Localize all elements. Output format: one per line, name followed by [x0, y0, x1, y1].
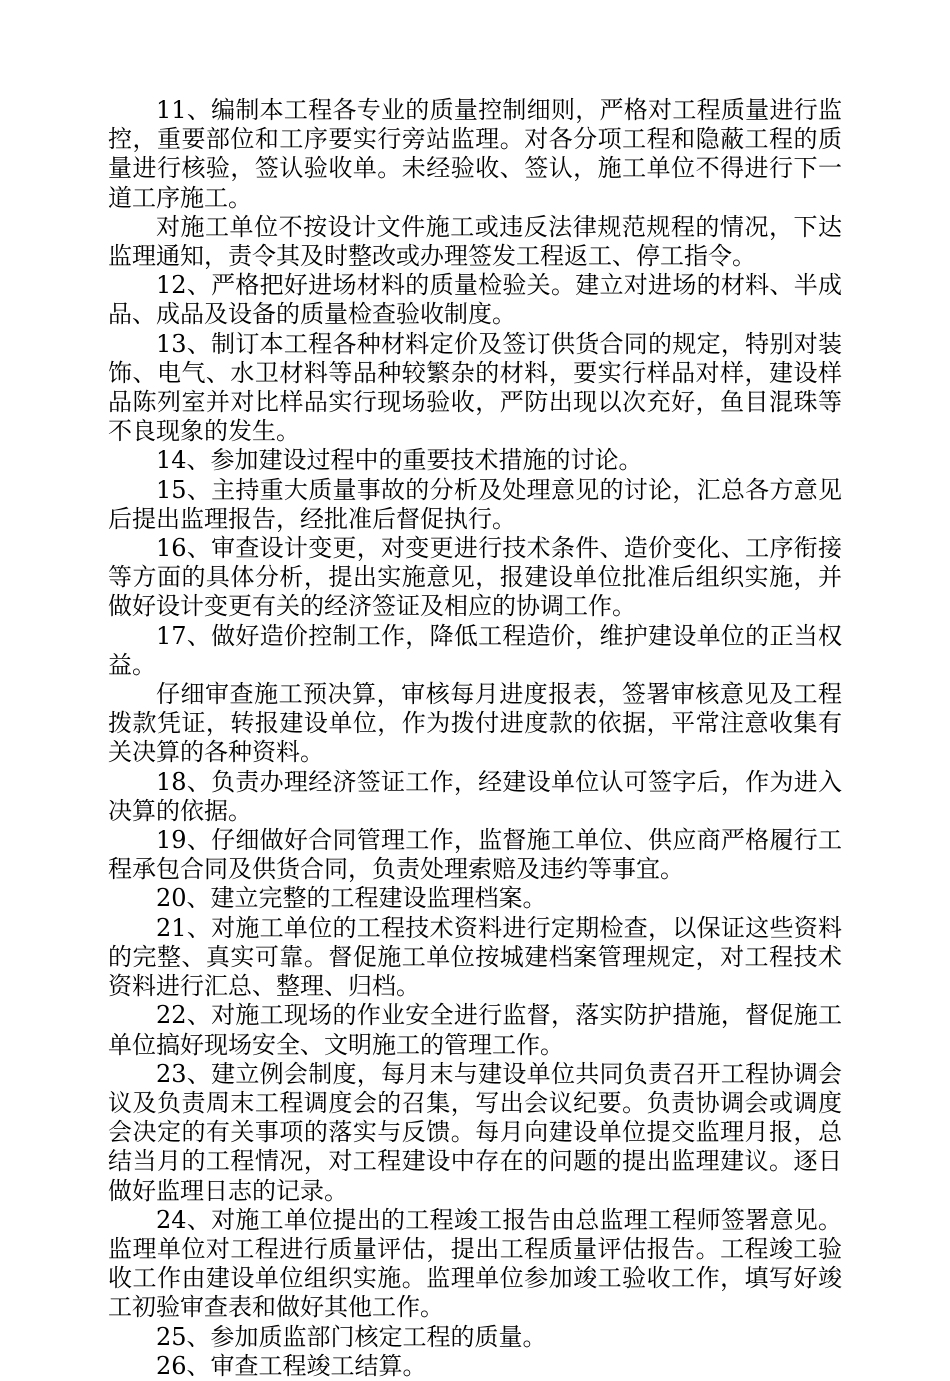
document-body	[108, 96, 842, 1381]
paragraph-item-17: 17、做好造价控制工作，降低工程造价，维护建设单位的正当权益。	[108, 621, 842, 679]
paragraph-item-22: 22、对施工现场的作业安全进行监督，落实防护措施，督促施工单位搞好现场安全、文明施工的管理工作。	[108, 1001, 842, 1059]
paragraph-item-21: 21、对施工单位的工程技术资料进行定期检查，以保证这些资料的完整、真实可靠。督促施工单位按城建档案管理规定，对工程技术资料进行汇总、整理、归档。	[108, 913, 842, 1001]
paragraph-item-24: 24、对施工单位提出的工程竣工报告由总监理工程师签署意见。监理单位对工程进行质量评估，提出工程质量评估报告。工程竣工验收工作由建设单位组织实施。监理单位参加竣工验收工作，填写好竣工初验审查表和做好其他工作。	[108, 1205, 842, 1322]
paragraph-item-14: 14、参加建设过程中的重要技术措施的讨论。	[156, 446, 643, 475]
paragraph-item-18: 18、负责办理经济签证工作，经建设单位认可签字后，作为进入决算的依据。	[108, 767, 842, 825]
paragraph-cost-review: 仔细审查施工预决算，审核每月进度报表，签署审核意见及工程拨款凭证，转报建设单位，作为拨付进度款的依据，平常注意收集有关决算的各种资料。	[108, 680, 842, 767]
paragraph-item-23: 23、建立例会制度，每月末与建设单位共同负责召开工程协调会议及负责周末工程调度会的召集，写出会议纪要。负责协调会或调度会决定的有关事项的落实与反馈。每月向建设单位提交监理月报，总结当月的工程情况，对工程建设中存在的问题的提出监理建议。逐日做好监理日志的记录。	[108, 1059, 842, 1205]
paragraph-item-13: 13、制订本工程各种材料定价及签订供货合同的规定，特别对装饰、电气、水卫材料等品种较繁杂的材料，要实行样品对样，建设样品陈列室并对比样品实行现场验收，严防出现以次充好，鱼目混珠等不良现象的发生。	[108, 329, 842, 446]
paragraph-item-19: 19、仔细做好合同管理工作，监督施工单位、供应商严格履行工程承包合同及供货合同，负责处理索赔及违约等事宜。	[108, 826, 842, 884]
paragraph-item-12: 12、严格把好进场材料的质量检验关。建立对进场的材料、半成品、成品及设备的质量检查验收制度。	[108, 271, 842, 329]
paragraph-supervision-notice: 对施工单位不按设计文件施工或违反法律规范规程的情况，下达监理通知，责令其及时整改或办理签发工程返工、停工指令。	[108, 212, 842, 271]
paragraph-item-15: 15、主持重大质量事故的分析及处理意见的讨论，汇总各方意见后提出监理报告，经批准后督促执行。	[108, 475, 842, 533]
paragraph-item-25: 25、参加质监部门核定工程的质量。	[156, 1322, 547, 1351]
paragraph-item-26: 26、审查工程竣工结算。	[156, 1351, 427, 1380]
paragraph-item-11: 11、编制本工程各专业的质量控制细则，严格对工程质量进行监控，重要部位和工序要实行旁站监理。对各分项工程和隐蔽工程的质量进行核验，签认验收单。未经验收、签认，施工单位不得进行下一道工序施工。	[108, 96, 842, 212]
paragraph-item-16: 16、审查设计变更，对变更进行技术条件、造价变化、工序衔接等方面的具体分析，提出实施意见，报建设单位批准后组织实施，并做好设计变更有关的经济签证及相应的协调工作。	[108, 534, 842, 621]
paragraph-item-20: 20、建立完整的工程建设监理档案。	[156, 884, 547, 913]
